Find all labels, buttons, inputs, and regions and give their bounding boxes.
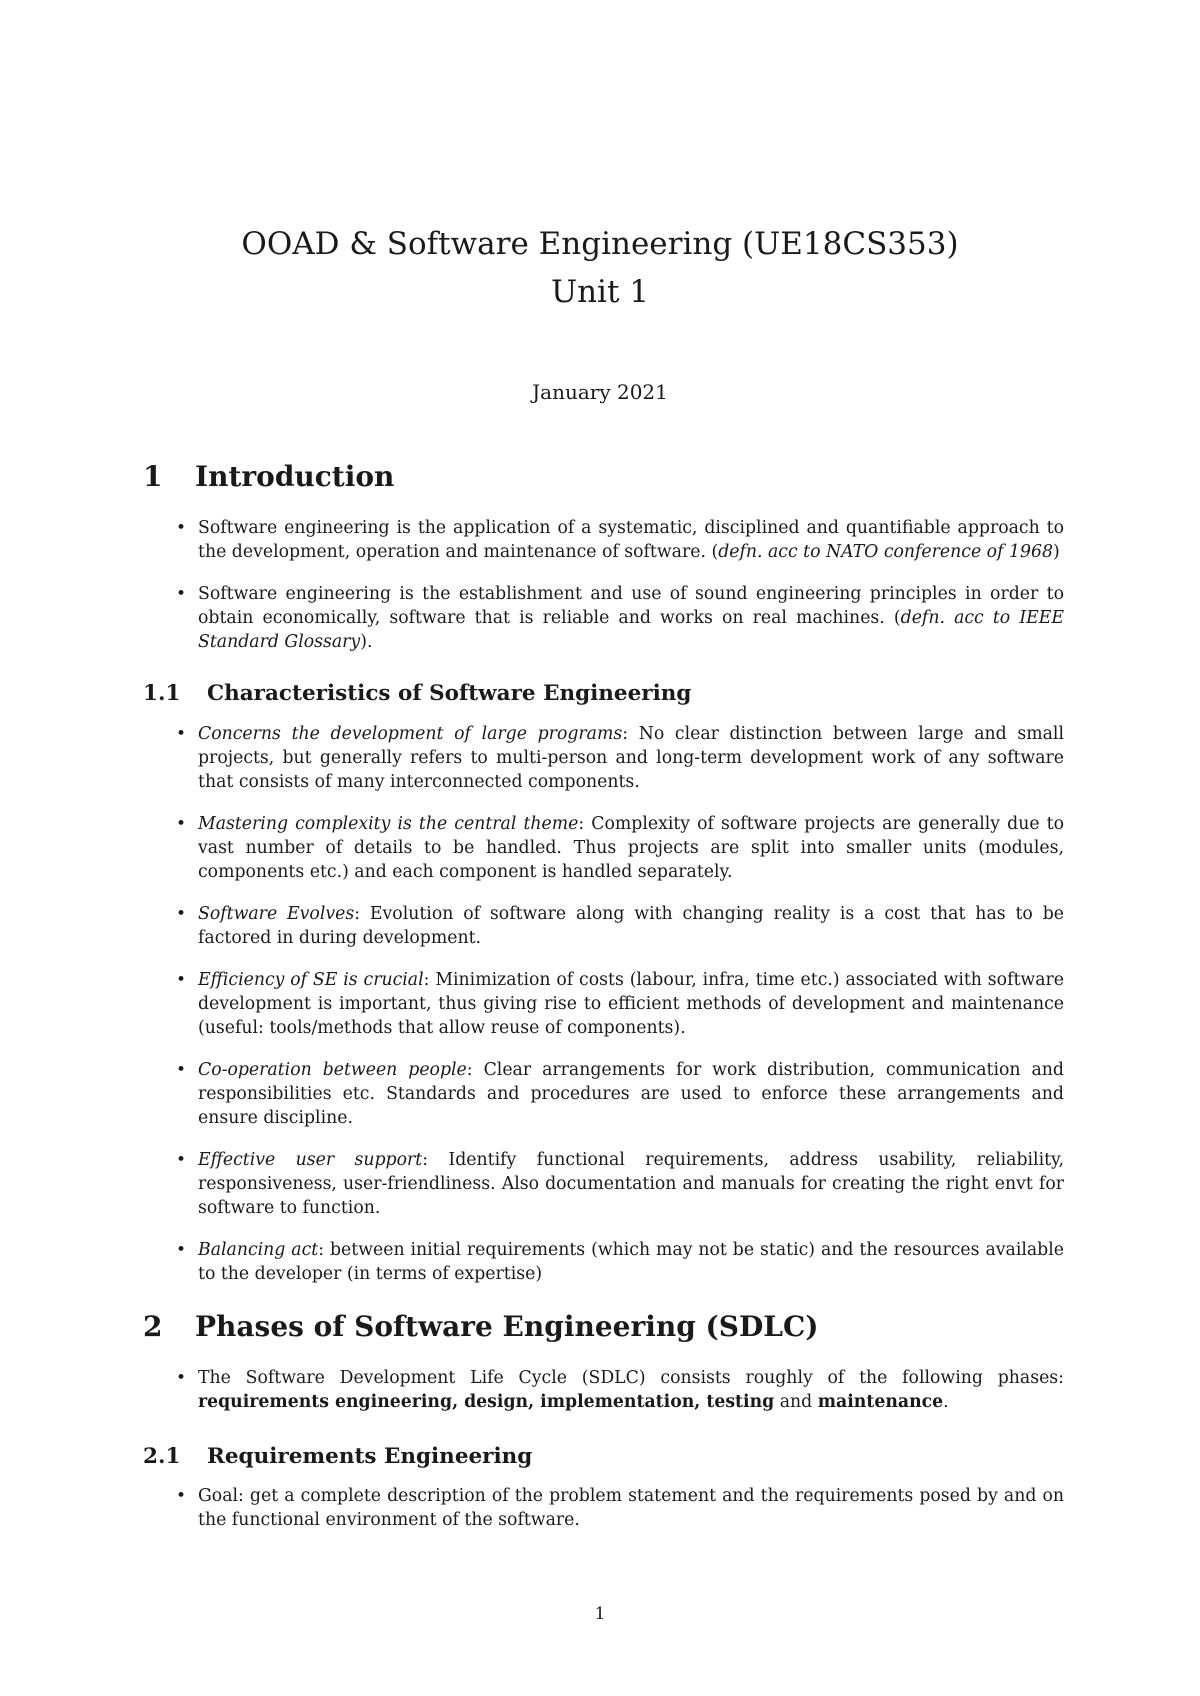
page-number: 1	[594, 1604, 606, 1624]
list-item: • Software engineering is the establishment and use of sound engineering principles in order to obtain economically, software that is reliable and works on real machines. (defn. acc to IEEE Standard Glossary).	[176, 582, 1064, 654]
list-item: • Software engineering is the application of a systematic, disciplined and quantifiable approach to the development, operation and maintenance of software. (defn. acc to NATO conference of 1968)	[176, 516, 1064, 564]
requirements-list	[176, 1484, 1064, 1550]
section-heading-phases	[143, 1310, 819, 1343]
section-number: 2.1	[143, 1444, 181, 1469]
list-item: • Mastering complexity is the central theme: Complexity of software projects are generally due to vast number of details to be handled. Thus projects are split into smaller units (modules, components etc.) and each component is handled separately.	[176, 812, 1064, 884]
phases-list	[176, 1366, 1064, 1432]
characteristics-list	[176, 722, 1064, 1304]
list-item: • Co-operation between people: Clear arrangements for work distribution, communication and responsibilities etc. Standards and procedures are used to enforce these arrangements and ensure discipline.	[176, 1058, 1064, 1130]
section-title: Characteristics of Software Engineering	[207, 681, 692, 706]
section-heading-introduction	[143, 460, 394, 493]
list-item: • The Software Development Life Cycle (SDLC) consists roughly of the following phases: requirements engineering, design, implementation, testing and maintenance.	[176, 1366, 1064, 1414]
list-item: • Goal: get a complete description of the problem statement and the requirements posed by and on the functional environment of the software.	[176, 1484, 1064, 1532]
list-item: • Efficiency of SE is crucial: Minimization of costs (labour, infra, time etc.) associated with software development is important, thus giving rise to efficient methods of development and maintenance (useful: tools/methods that allow reuse of components).	[176, 968, 1064, 1040]
introduction-list	[176, 516, 1064, 672]
section-title: Requirements Engineering	[207, 1444, 533, 1469]
title-line-2: Unit 1	[550, 274, 650, 310]
section-number: 2	[143, 1310, 163, 1343]
section-title: Phases of Software Engineering (SDLC)	[195, 1310, 819, 1343]
document-title	[0, 220, 1200, 316]
document-date: January 2021	[532, 380, 668, 404]
section-number: 1	[143, 460, 163, 493]
section-heading-requirements	[143, 1444, 532, 1469]
section-number: 1.1	[143, 681, 181, 706]
list-item: • Concerns the development of large programs: No clear distinction between large and small projects, but generally refers to multi-person and long-term development work of any software that consists of many interconnected components.	[176, 722, 1064, 794]
title-line-1: OOAD & Software Engineering (UE18CS353)	[241, 226, 959, 262]
section-title: Introduction	[195, 460, 395, 493]
section-heading-characteristics	[143, 681, 691, 706]
list-item: • Balancing act: between initial requirements (which may not be static) and the resources available to the developer (in terms of expertise)	[176, 1238, 1064, 1286]
list-item: • Software Evolves: Evolution of software along with changing reality is a cost that has to be factored in during development.	[176, 902, 1064, 950]
list-item: • Effective user support: Identify functional requirements, address usability, reliability, responsiveness, user-friendliness. Also documentation and manuals for creating the right envt for software to function.	[176, 1148, 1064, 1220]
